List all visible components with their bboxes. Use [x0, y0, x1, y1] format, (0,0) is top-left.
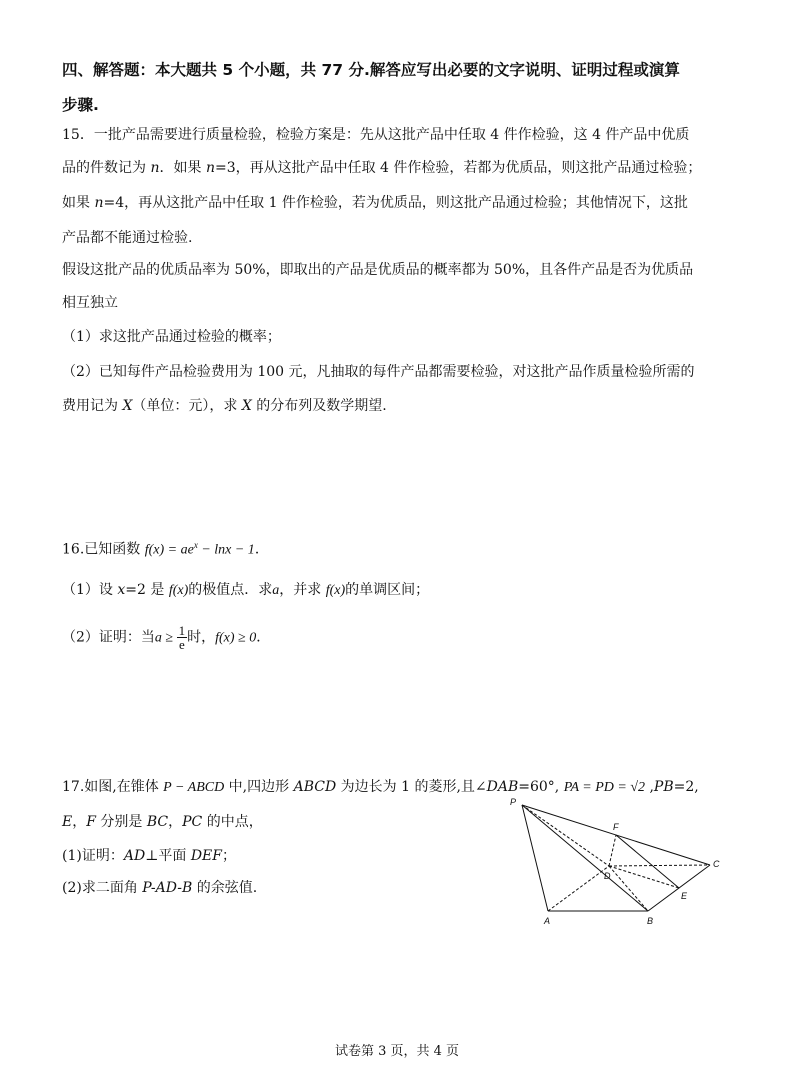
q15-part1: （1）求这批产品通过检验的概率； [62, 329, 281, 345]
q16-var-a: a [272, 583, 280, 598]
q15-text: （单位：元），求 [132, 398, 242, 414]
q17-text: ， [72, 814, 87, 830]
q16-text: （1）设 [62, 582, 118, 598]
label-p: P [510, 797, 517, 807]
q15-line3 [62, 193, 688, 213]
q16-fx-nonneg: f(x) ≥ 0 [215, 630, 257, 646]
q16-fraction-numerator: 1 [178, 623, 186, 638]
q15-text: =3，再从这批产品中任取 4 件作检验，若都为优质品，则这批产品通过检验； [214, 160, 702, 176]
q16-text: 的单调区间； [345, 582, 430, 598]
q15-var-n: n [205, 160, 215, 176]
q15-text: 的分布列及数学期望. [251, 398, 387, 414]
q16-function-exponent: x [193, 540, 198, 550]
q17-text: ⊥平面 [145, 848, 191, 864]
q16-fraction-denominator: e [178, 637, 185, 652]
q17-dihedral: P-AD-B [142, 880, 193, 896]
q17-text: 中,四边形 [224, 779, 294, 795]
q17-text: ， [168, 814, 183, 830]
label-f: F [613, 822, 619, 832]
q15-part2-line2 [62, 396, 387, 416]
q16-text: 时， [187, 629, 216, 646]
label-e: E [681, 891, 688, 901]
q17-pb: PB [653, 779, 674, 795]
q17-text: ； [221, 848, 236, 864]
q17-point-e: E [62, 814, 73, 830]
edge-de [609, 866, 679, 888]
q16-text: 的极值点．求 [188, 582, 273, 598]
q17-text: 分别是 [95, 814, 147, 830]
q17-text: 的余弦值. [192, 880, 258, 896]
q17-part2 [62, 878, 257, 898]
q15-var-x: X [122, 398, 133, 414]
q16-function: f(x) = ae [144, 542, 194, 558]
edge-fe [616, 835, 679, 888]
q15-text: 品的件数记为 [62, 160, 151, 176]
q16-text: （2）证明：当 [62, 629, 155, 646]
q15-line1: 15．一批产品需要进行质量检验，检验方案是：先从这批产品中任取 4 件作检验，这 4 件产品中优质 [62, 127, 690, 143]
q17-text: (1)证明： [62, 848, 124, 864]
q15-var-x: X [241, 398, 252, 414]
q15-text: 费用记为 [62, 398, 123, 414]
q17-text: =2, [673, 779, 699, 795]
edge-db [609, 866, 648, 911]
q16-part1 [62, 580, 429, 601]
section-title-line2: 步骤. [62, 96, 99, 114]
q16-text: ． [254, 541, 269, 558]
q15-line5: 假设这批产品的优质品率为 50%，即取出的产品是优质品的概率都为 50%，且各件产品是否为优质品 [62, 262, 694, 278]
q17-point-f: F [86, 814, 96, 830]
q17-angle: DAB [486, 779, 519, 795]
q15-text: ．如果 [159, 160, 206, 176]
pyramid-figure [500, 795, 730, 930]
q17-text: 17.如图,在锥体 [62, 779, 164, 795]
q17-plane-def: DEF [190, 848, 222, 864]
q15-line4: 产品都不能通过检验. [62, 230, 193, 246]
q15-line2 [62, 158, 701, 178]
q17-text: 的中点， [202, 814, 263, 830]
q16-text: ． [256, 629, 271, 646]
q17-pa-pd: PA = PD = √2 [563, 780, 646, 795]
q15-var-n: n [94, 195, 104, 211]
label-b: B [647, 916, 654, 926]
q15-var-n: n [150, 160, 160, 176]
q16-intro [62, 535, 269, 561]
q15-line6: 相互独立 [62, 295, 118, 311]
section-title-line1: 四、解答题：本大题共 5 个小题，共 77 分.解答应写出必要的文字说明、证明过程或演算 [62, 61, 680, 79]
q17-quad: ABCD [293, 779, 337, 795]
q17-segment-ad: AD [123, 848, 146, 864]
edge-ad [548, 866, 609, 911]
q17-text: =60°, [518, 779, 564, 795]
q17-part1 [62, 846, 236, 866]
q16-text: =2 是 [125, 582, 169, 598]
edge-df [609, 835, 616, 866]
q16-var-x: x [117, 582, 126, 598]
label-d: D [604, 871, 611, 881]
q17-text: , [645, 779, 654, 795]
q16-function-tail: − lnx − 1 [197, 542, 255, 558]
q16-fraction [177, 624, 188, 651]
q17-line2 [62, 812, 263, 832]
q16-inequality: a ≥ [154, 630, 177, 646]
label-c: C [713, 859, 720, 869]
q17-segment-pc: PC [182, 814, 203, 830]
q15-text: =4，再从这批产品中任取 1 件作检验，若为优质品，则这批产品通过检验；其他情况下，这批 [103, 195, 688, 211]
q17-text: 为边长为 1 的菱形,且∠ [336, 779, 487, 795]
page-footer: 试卷第 3 页，共 4 页 [334, 1044, 460, 1059]
q15-text: 如果 [62, 195, 95, 211]
q16-text: ，并求 [279, 582, 326, 598]
q16-text: 16.已知函数 [62, 541, 145, 558]
q16-fx: f(x) [168, 583, 189, 598]
q15-part2-line1: （2）已知每件产品检验费用为 100 元，凡抽取的每件产品都需要检验，对这批产品作质量检验所需的 [62, 364, 695, 380]
q17-text: (2)求二面角 [62, 880, 143, 896]
q17-pyramid: P − ABCD [163, 780, 225, 795]
q16-fx: f(x) [325, 583, 346, 598]
label-a: A [544, 916, 551, 926]
q16-part2 [62, 624, 270, 652]
edge-dc [609, 865, 710, 866]
edge-pb [522, 805, 648, 911]
q17-segment-bc: BC [146, 814, 169, 830]
